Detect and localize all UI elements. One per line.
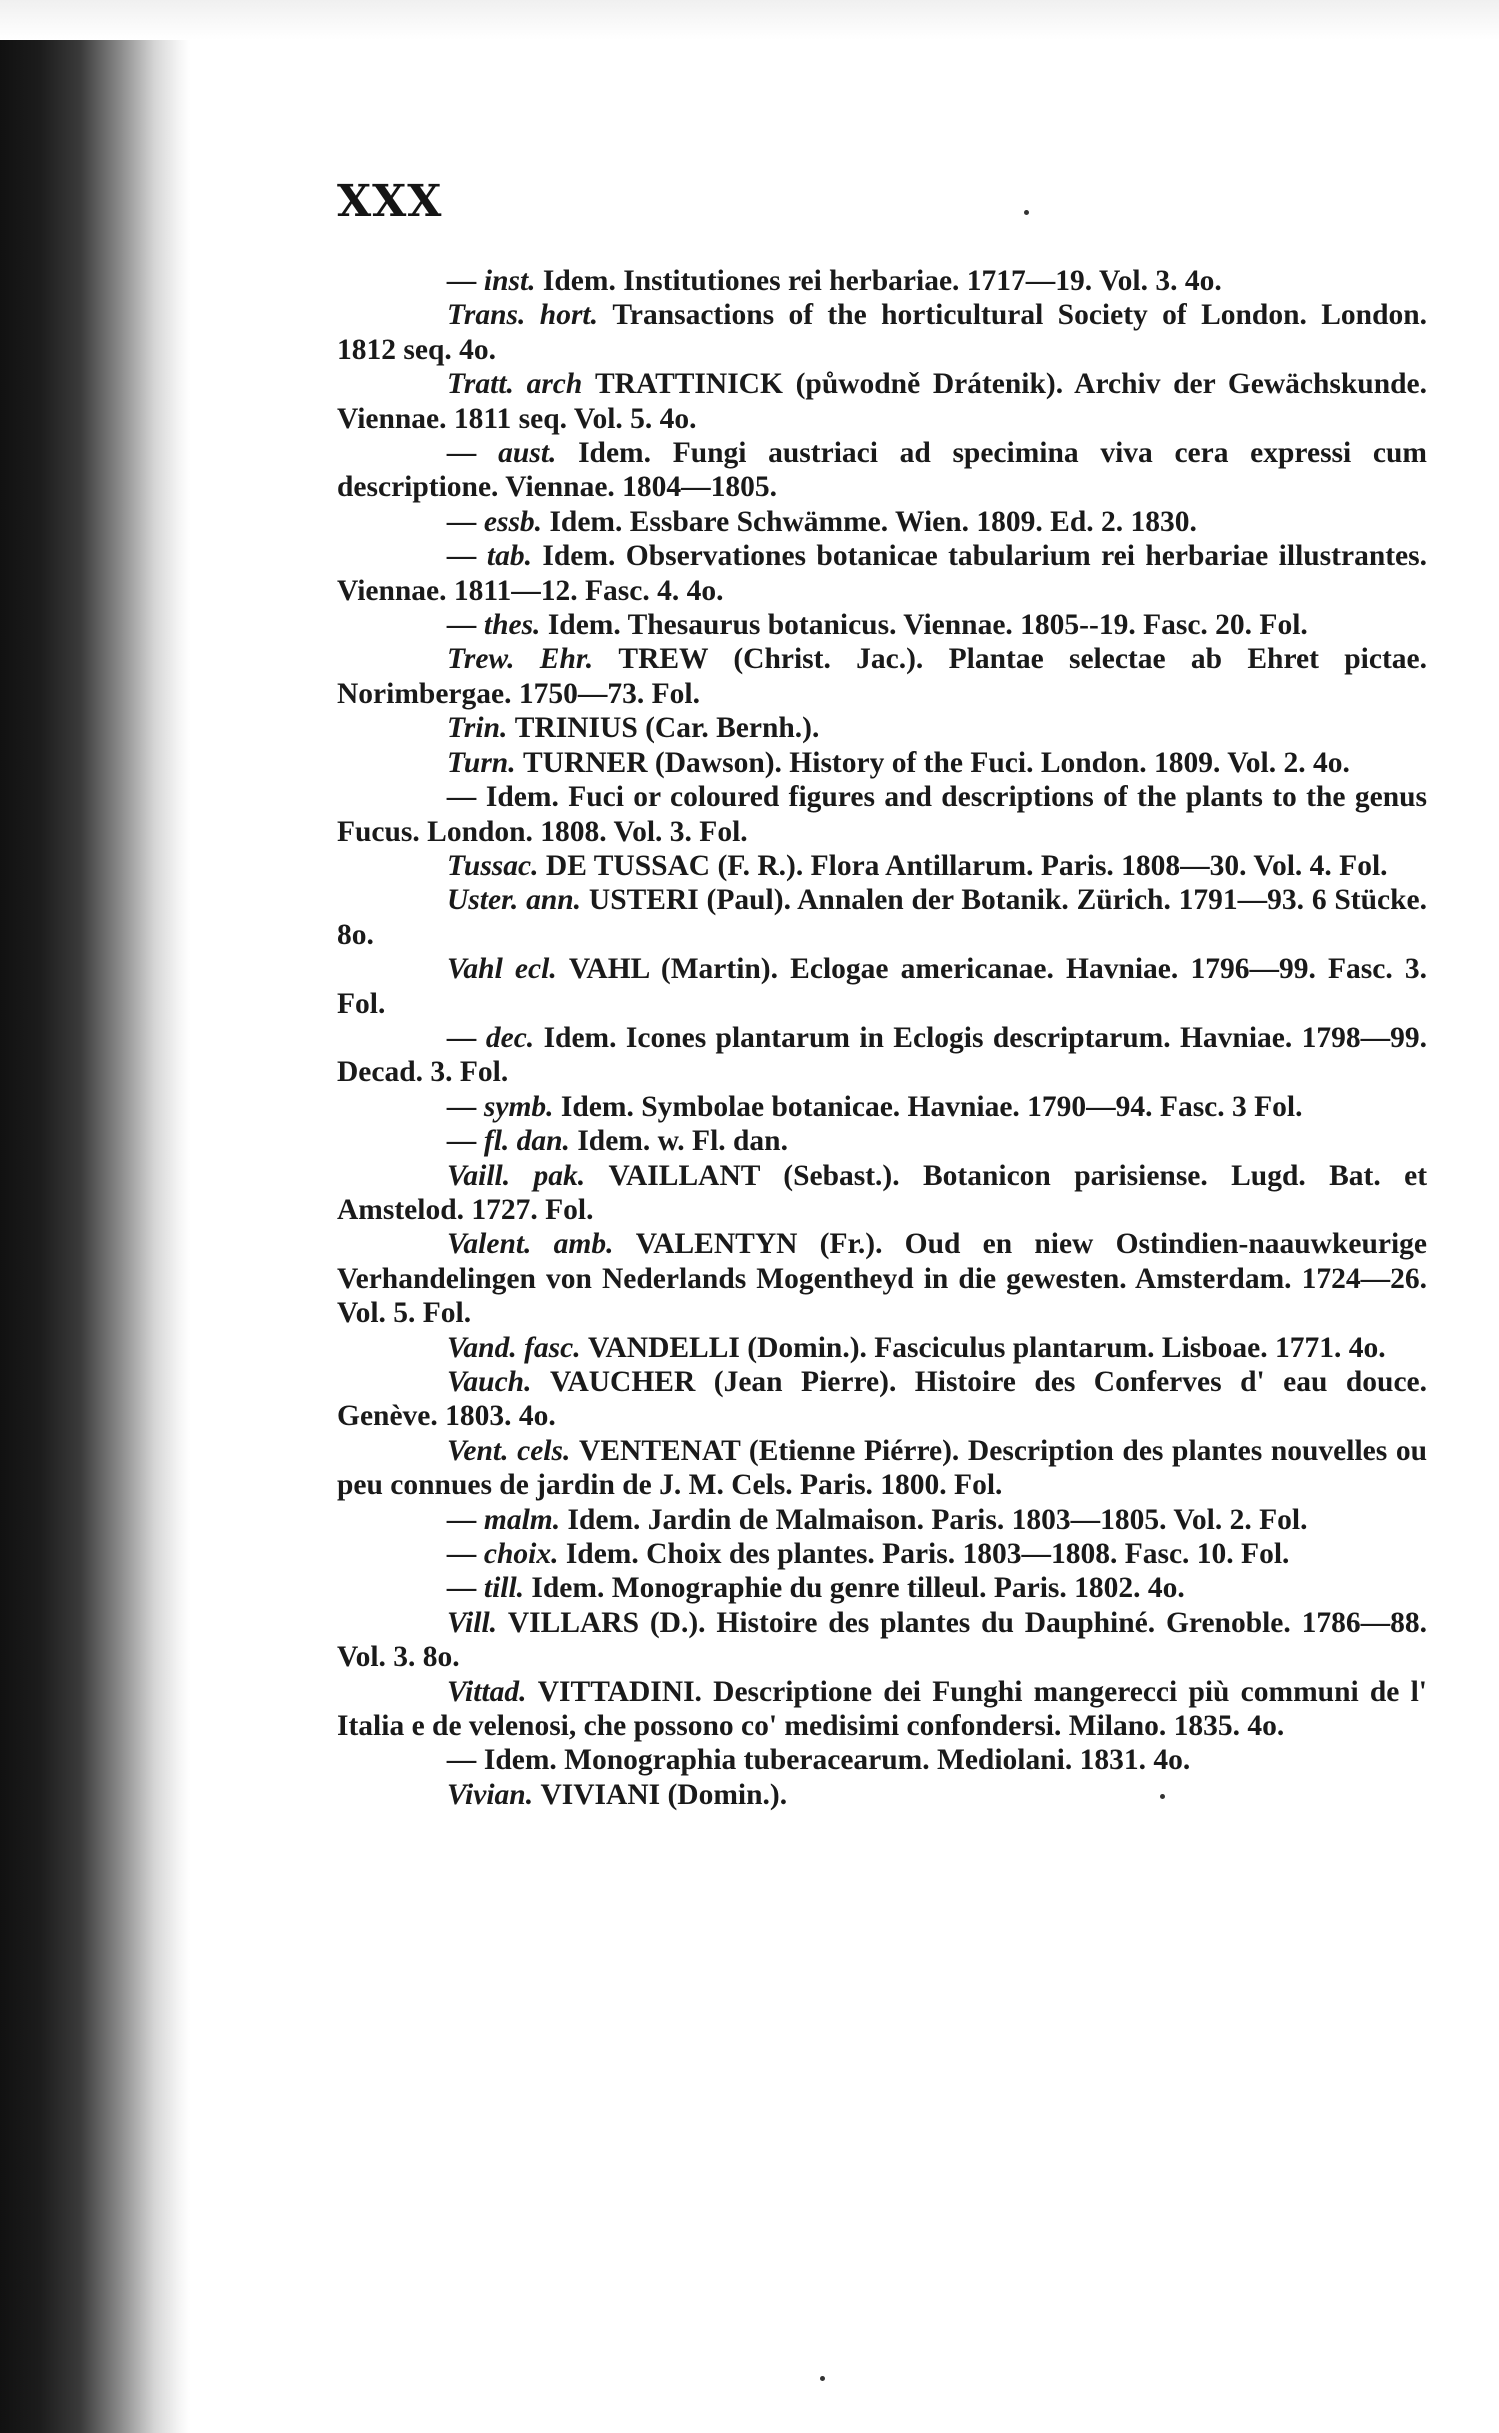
entry-text: VIVIANI (Domin.). <box>540 1778 788 1811</box>
entry-abbreviation: — aust. <box>447 437 557 470</box>
entry-text: VAUCHER (Jean Pierre). Histoire des Conferves d' eau douce. Genève. 1803. 4o. <box>337 1366 1428 1433</box>
bibliography-entry <box>337 1778 1427 1812</box>
entry-abbreviation: — inst. <box>447 265 536 297</box>
entry-abbreviation: Vivian. <box>447 1778 534 1811</box>
entry-text: Idem. Fuci or coloured figures and descriptions of the plants to the genus Fucus. London. 1808. Vol. 3. Fol. <box>337 781 1427 848</box>
entry-text: VENTENAT (Etienne Piérre). Description des plantes nouvelles ou peu connues de jardin de J. M. Cels. Paris. 1800. Fol. <box>337 1434 1428 1502</box>
page-edge-shadow <box>0 0 190 2433</box>
entry-text: VAILLANT (Sebast.). Botanicon parisiense. Lugd. Bat. et Amstelod. 1727. Fol. <box>337 1159 1428 1226</box>
bibliography-entry <box>337 608 1427 642</box>
entry-text: Transactions of the horticultural Society of London. London. 1812 seq. 4o. <box>337 299 1428 366</box>
entry-abbreviation: Vent. cels. <box>447 1434 571 1467</box>
entry-text: TRINIUS (Car. Bernh.). <box>514 712 820 745</box>
entry-text: TREW (Christ. Jac.). Plantae selectae ab Ehret pictae. Norimbergae. 1750—73. Fol. <box>337 643 1427 710</box>
bibliography-entry <box>337 1159 1427 1228</box>
entry-abbreviation: — thes. <box>447 609 541 642</box>
entry-text: Idem. Essbare Schwämme. Wien. 1809. Ed. 2. 1830. <box>549 505 1197 538</box>
entry-text: VANDELLI (Domin.). Fasciculus plantarum. Lisboae. 1771. 4o. <box>587 1331 1386 1364</box>
bibliography-entry <box>337 1365 1427 1434</box>
entry-text: USTERI (Paul). Annalen der Botanik. Zürich. 1791—93. 6 Stücke. 8o. <box>337 884 1428 951</box>
entry-abbreviation: — essb. <box>447 505 543 538</box>
entry-abbreviation: Trin. <box>447 712 508 745</box>
entry-abbreviation: Vill. <box>447 1606 498 1639</box>
bibliography-entry <box>337 1537 1427 1571</box>
entry-text: Idem. Jardin de Malmaison. Paris. 1803—1805. Vol. 2. Fol. <box>567 1503 1308 1536</box>
entry-abbreviation: Trew. Ehr. <box>447 643 594 676</box>
bibliography-entry <box>337 505 1427 539</box>
entry-text: VILLARS (D.). Histoire des plantes du Dauphiné. Grenoble. 1786—88. Vol. 3. 8o. <box>337 1606 1427 1674</box>
entry-abbreviation: — fl. dan. <box>447 1125 570 1158</box>
bibliography-entry <box>337 1021 1427 1090</box>
bibliography-entry <box>337 436 1427 505</box>
bibliography-entry <box>337 642 1427 711</box>
bibliography-entry <box>337 264 1427 298</box>
entry-abbreviation: — dec. <box>447 1021 535 1054</box>
bibliography-list <box>337 264 1427 1812</box>
entry-text: Idem. Choix des plantes. Paris. 1803—1808. Fasc. 10. Fol. <box>565 1538 1290 1571</box>
bibliography-entry <box>337 298 1427 367</box>
entry-abbreviation: Vittad. <box>447 1675 527 1708</box>
entry-text: TRATTINICK (půwodně Drátenik). Archiv der Gewächskunde. Viennae. 1811 seq. Vol. 5. 4o. <box>337 368 1427 435</box>
bibliography-entry <box>337 780 1427 849</box>
page-top-shade <box>0 0 1499 40</box>
bibliography-entry <box>337 952 1427 1021</box>
entry-abbreviation: — <box>447 781 477 814</box>
entry-abbreviation: — choix. <box>447 1538 559 1571</box>
entry-text: Idem. Observationes botanicae tabularium rei herbariae illustrantes. Viennae. 1811—12. Fasc. 4. 4o. <box>337 540 1427 607</box>
entry-text: TURNER (Dawson). History of the Fuci. London. 1809. Vol. 2. 4o. <box>522 746 1350 779</box>
bibliography-entry <box>337 1503 1427 1537</box>
page-number-roman: XXX <box>337 176 443 227</box>
bibliography-entry <box>337 711 1427 745</box>
entry-abbreviation: Tussac. <box>447 849 539 882</box>
bibliography-entry <box>337 1227 1427 1330</box>
entry-text: Idem. Symbolae botanicae. Havniae. 1790—94. Fasc. 3 Fol. <box>560 1090 1303 1123</box>
bibliography-entry <box>337 1331 1427 1365</box>
entry-text: Idem. Thesaurus botanicus. Viennae. 1805--19. Fasc. 20. Fol. <box>547 609 1308 642</box>
entry-abbreviation: — malm. <box>447 1503 561 1536</box>
entry-abbreviation: Tratt. arch <box>447 368 583 401</box>
entry-abbreviation: Turn. <box>447 746 516 779</box>
entry-text: DE TUSSAC (F. R.). Flora Antillarum. Paris. 1808—30. Vol. 4. Fol. <box>545 849 1388 882</box>
entry-text: Idem. Icones plantarum in Eclogis descriptarum. Havniae. 1798—99. Decad. 3. Fol. <box>337 1021 1427 1089</box>
entry-abbreviation: Trans. hort. <box>447 299 598 332</box>
entry-abbreviation: Vauch. <box>447 1366 532 1398</box>
bibliography-entry <box>337 367 1427 436</box>
entry-text: VALENTYN (Fr.). Oud en niew Ostindien-naauwkeurige Verhandelingen von Nederlands Mogentheyd in die gewesten. Amsterdam. 1724—26. Vol. 5. Fol. <box>337 1228 1428 1330</box>
bibliography-entry <box>337 1571 1427 1605</box>
entry-abbreviation: Vaill. pak. <box>447 1159 586 1192</box>
entry-abbreviation: — tab. <box>447 540 532 573</box>
bibliography-entry <box>337 1434 1427 1503</box>
entry-abbreviation: — <box>447 1744 477 1777</box>
bibliography-entry <box>337 1124 1427 1158</box>
entry-text: Idem. Monographia tuberacearum. Mediolani. 1831. 4o. <box>483 1744 1191 1777</box>
entry-text: Idem. w. Fl. dan. <box>577 1125 788 1158</box>
bibliography-entry <box>337 849 1427 883</box>
print-speck <box>1024 210 1029 215</box>
bibliography-entry <box>337 1090 1427 1124</box>
bibliography-entry <box>337 1743 1427 1777</box>
entry-abbreviation: — symb. <box>447 1090 554 1123</box>
entry-abbreviation: Vahl ecl. <box>447 953 557 986</box>
entry-abbreviation: Uster. ann. <box>447 884 582 917</box>
bibliography-entry <box>337 746 1427 780</box>
entry-abbreviation: — till. <box>447 1572 525 1605</box>
entry-text: Idem. Monographie du genre tilleul. Paris. 1802. 4o. <box>531 1572 1185 1605</box>
bibliography-entry <box>337 1675 1427 1744</box>
bibliography-entry <box>337 539 1427 608</box>
entry-text: VAHL (Martin). Eclogae americanae. Havniae. 1796—99. Fasc. 3. Fol. <box>337 953 1428 1020</box>
entry-text: VITTADINI. Descriptione dei Funghi mangerecci più communi de l' Italia e de velenosi, che possono co' medisimi confondersi. Milano. 1835. 4o. <box>337 1675 1427 1743</box>
entry-abbreviation: Vand. fasc. <box>447 1331 581 1364</box>
print-speck <box>820 2376 825 2381</box>
entry-abbreviation: Valent. amb. <box>447 1228 614 1261</box>
entry-text: Idem. Fungi austriaci ad specimina viva cera expressi cum descriptione. Viennae. 1804—1805. <box>337 437 1427 504</box>
bibliography-entry <box>337 1606 1427 1675</box>
entry-text: Idem. Institutiones rei herbariae. 1717—19. Vol. 3. 4o. <box>542 265 1222 297</box>
bibliography-entry <box>337 883 1427 952</box>
